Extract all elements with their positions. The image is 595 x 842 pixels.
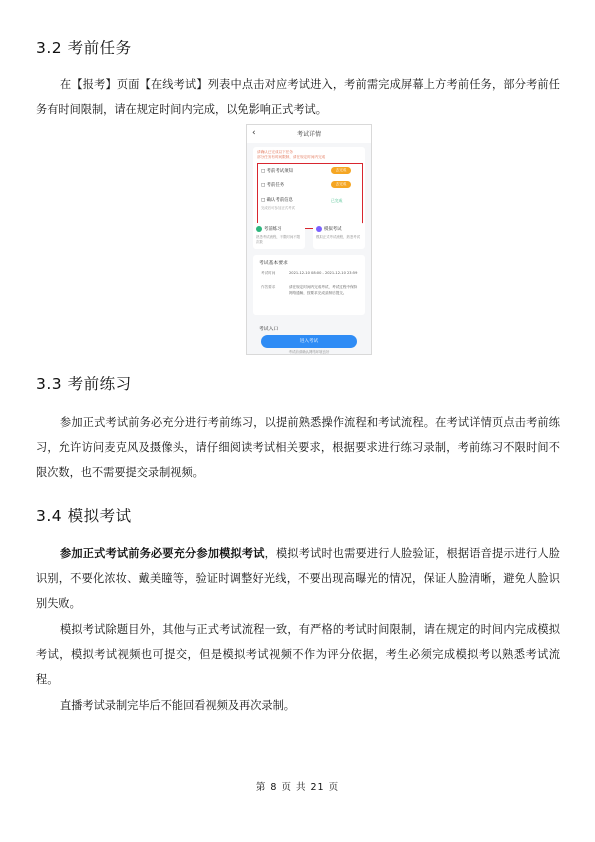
task-notice-line2: 部分任务有时间限制，请在规定时间内完成 bbox=[257, 155, 326, 159]
section-3-2-paragraph: 在【报考】页面【在线考试】列表中点击对应考试进入，考前需完成屏幕上方考前任务，部分考前任务有时间限制，请在规定时间内完成，以免影响正式考试。 bbox=[36, 78, 560, 116]
section-3-4-paragraph-3: 直播考试录制完毕后不能回看视频及再次录制。 bbox=[60, 699, 295, 712]
task-notice-line1: 请确认已完成以下任务 bbox=[257, 150, 293, 154]
info-value-time: 2021-12-10 08:00 - 2021-12-10 23:59 bbox=[289, 271, 358, 275]
section-heading-3-3: 3.3 考前练习 bbox=[36, 375, 132, 393]
task-2-button[interactable]: 去完成 bbox=[331, 181, 351, 188]
task-1-button[interactable]: 去完成 bbox=[331, 167, 351, 174]
phone-title: 考试详情 bbox=[296, 131, 321, 138]
exam-detail-phone-screenshot bbox=[246, 124, 372, 355]
task-item-1: □ 考前考试须知 bbox=[261, 169, 293, 174]
task-sub-text: 完成后可参加正式考试 bbox=[261, 206, 295, 210]
phone-header bbox=[247, 125, 371, 143]
practice-card[interactable] bbox=[253, 223, 305, 249]
info-label-requirement: 作答要求 bbox=[261, 285, 276, 289]
mock-exam-card[interactable] bbox=[313, 223, 365, 249]
mock-exam-title: 模拟考试 bbox=[324, 227, 342, 232]
info-label-time: 考试时间 bbox=[261, 271, 276, 275]
entry-title: 考试入口 bbox=[259, 327, 279, 332]
section-3-3-paragraph: 参加正式考试前务必充分进行考前练习，以提前熟悉操作流程和考试流程。在考试详情页点击考前练习，允许访问麦克风及摄像头，请仔细阅读考试相关要求，根据要求进行练习录制，考前练习不限时间不限次数，也不需要提交录制视频。 bbox=[36, 416, 560, 479]
back-arrow-icon: ‹ bbox=[252, 128, 256, 138]
section-3-4-paragraph bbox=[36, 541, 560, 616]
section-heading-3-4: 3.4 模拟考试 bbox=[36, 507, 132, 525]
task-item-3: □ 确认考前信息 bbox=[261, 198, 293, 203]
requirements-title: 考试基本要求 bbox=[259, 261, 288, 266]
practice-icon bbox=[256, 226, 262, 232]
enter-exam-button[interactable]: 进入考试 bbox=[261, 335, 357, 348]
section-3-4-paragraph-2: 模拟考试除题目外，其他与正式考试流程一致，有严格的考试时间限制，请在规定的时间内完成模拟考试，模拟考试视频也可提交，但是模拟考试视频不作为评分依据，考生必须完成模拟考以熟悉考试流程。 bbox=[36, 623, 560, 686]
emphasis-text: 参加正式考试前务必要充分参加模拟考试 bbox=[60, 547, 265, 560]
task-3-status: 已完成 bbox=[331, 198, 343, 203]
section-3-4-paragraph-rest: ，模拟考试时也需要进行人脸验证，根据语音提示进行人脸识别，不要化浓妆、戴美瞳等，验证时调整好光线，不要出现高曝光的情况，保证人脸清晰，避免人脸识别失败。 bbox=[36, 547, 560, 610]
task-item-2: □ 考前任务 bbox=[261, 183, 285, 188]
mock-exam-icon bbox=[316, 226, 322, 232]
section-heading-3-2: 3.2 考前任务 bbox=[36, 39, 132, 57]
info-value-requirement: 请在规定时间内完成考试，考试过程中保持网络通畅，按要求完成录制后提交。 bbox=[289, 285, 358, 295]
page-footer: 第 8 页 共 21 页 bbox=[255, 782, 340, 793]
mock-exam-text: 模拟正式考试流程，熟悉考试 bbox=[316, 235, 361, 239]
practice-text: 熟悉考试流程，不限时间不限次数 bbox=[256, 235, 301, 244]
practice-title: 考前练习 bbox=[264, 227, 282, 232]
phone-footer-text: 考试前请确认网络环境良好 bbox=[288, 350, 330, 354]
